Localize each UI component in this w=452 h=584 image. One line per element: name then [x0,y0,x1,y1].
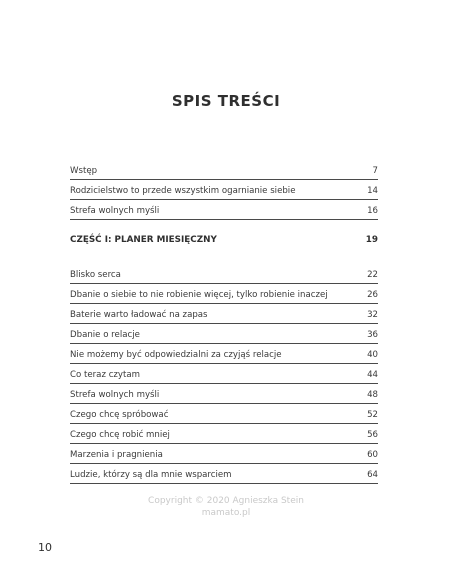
toc-entry-title: Baterie warto ładować na zapas [70,310,208,320]
toc-entry-page: 60 [367,450,378,460]
toc-entry-title: Co teraz czytam [70,370,141,380]
toc-entry-page: 48 [367,390,378,400]
toc-entry [70,464,378,484]
toc-entry-page: 32 [367,310,378,320]
toc-entry-title: Nie możemy być odpowiedzialni za czyjąś relacje [70,350,282,360]
toc-entry [70,404,378,424]
toc-entry [70,200,378,220]
toc-entry-title: Blisko serca [70,270,121,280]
toc-entry-title: Czego chcę spróbować [70,410,169,420]
part-page: 19 [365,235,378,245]
toc-part-heading [70,235,378,245]
toc-entry [70,364,378,384]
toc-entry-title: Dbanie o siebie to nie robienie więcej, tylko robienie inaczej [70,290,328,300]
toc-entry-page: 56 [367,430,378,440]
toc-entry [70,180,378,200]
toc-entry [70,160,378,180]
toc-entry-page: 22 [367,270,378,280]
toc-entry [70,264,378,284]
page-title: SPIS TREŚCI [171,92,281,110]
website-line: mamato.pl [201,508,251,518]
toc-entry [70,284,378,304]
toc-entry-title: Wstęp [70,166,98,176]
toc-entry-title: Czego chcę robić mniej [70,430,170,440]
toc-entry-page: 44 [367,370,378,380]
toc-entry [70,444,378,464]
toc-entry [70,344,378,364]
toc-entry-title: Rodzicielstwo to przede wszystkim ogarnianie siebie [70,186,296,196]
toc-entry-page: 14 [367,186,378,196]
page-number: 10 [38,541,52,554]
toc-entry-title: Strefa wolnych myśli [70,206,160,216]
toc-entry-page: 16 [367,206,378,216]
part-title: CZĘŚĆ I: PLANER MIESIĘCZNY [70,235,217,245]
toc-entry [70,304,378,324]
toc-entry-title: Ludzie, którzy są dla mnie wsparciem [70,470,232,480]
toc-entry-title: Marzenia i pragnienia [70,450,163,460]
toc-entry-page: 40 [367,350,378,360]
toc-entry-page: 36 [367,330,378,340]
toc-entry [70,384,378,404]
toc-entry-page: 64 [367,470,378,480]
toc-entry-title: Dbanie o relacje [70,330,140,340]
toc-entry-page: 52 [367,410,378,420]
toc-entry-page: 7 [372,166,378,176]
toc-section-two [70,264,378,484]
copyright-watermark [0,495,452,519]
toc-entry-title: Strefa wolnych myśli [70,390,160,400]
toc-entry [70,424,378,444]
copyright-line: Copyright © 2020 Agnieszka Stein [148,496,304,506]
toc-entry-page: 26 [367,290,378,300]
toc-entry [70,324,378,344]
toc-section-one [70,160,378,220]
